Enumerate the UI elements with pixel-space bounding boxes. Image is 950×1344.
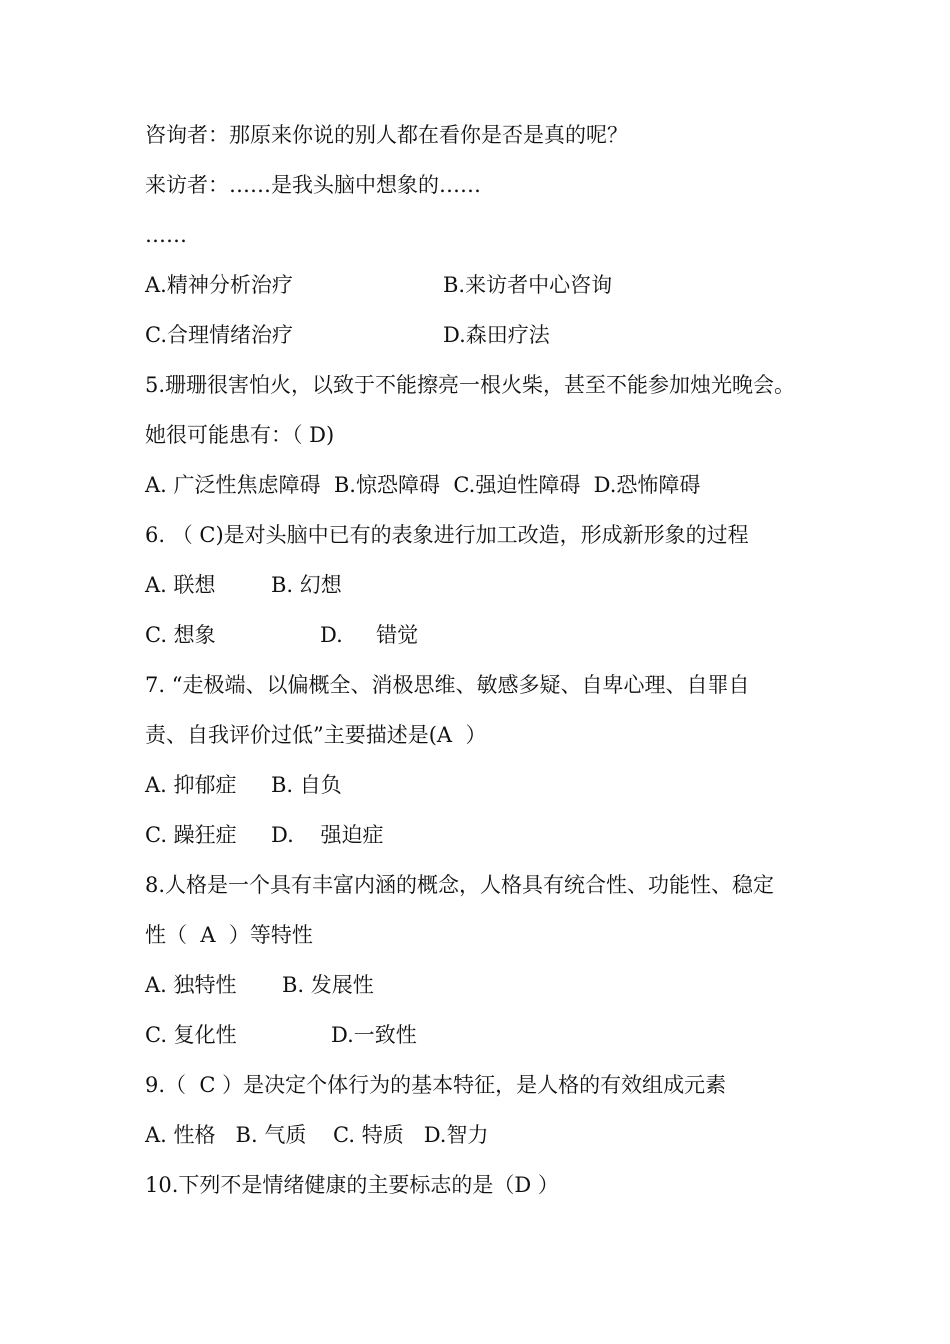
- question-5-options: A. 广泛性焦虑障碍 B.惊恐障碍 C.强迫性障碍 D.恐怖障碍: [145, 473, 701, 497]
- q8-option-b: B. 发展性: [282, 973, 374, 997]
- q6-option-d: D. 错觉: [320, 623, 419, 647]
- dialogue-counselor: 咨询者：那原来你说的别人都在看你是否是真的呢？: [145, 123, 628, 147]
- q7-option-d: D. 强迫症: [271, 823, 384, 847]
- question-8-cont: 性（ A ）等特性: [145, 923, 313, 947]
- question-10: 10.下列不是情绪健康的主要标志的是（D ）: [145, 1173, 559, 1197]
- question-6: 6. （ C)是对头脑中已有的表象进行加工改造，形成新形象的过程: [145, 523, 749, 547]
- dialogue-ellipsis: ……: [145, 223, 187, 247]
- dialogue-client: 来访者：……是我头脑中想象的……: [145, 173, 481, 197]
- q4-option-a: A.精神分析治疗: [145, 273, 293, 297]
- question-5-answer: 她很可能患有：（ D): [145, 423, 335, 447]
- question-7-cont: 责、自我评价过低”主要描述是(A ）: [145, 723, 487, 747]
- q6-option-b: B. 幻想: [271, 573, 342, 597]
- q8-option-c: C. 复化性: [145, 1023, 237, 1047]
- q7-option-c: C. 躁狂症: [145, 823, 237, 847]
- question-5: 5.珊珊很害怕火，以致于不能擦亮一根火柴，甚至不能参加烛光晚会。: [145, 373, 796, 397]
- question-8: 8.人格是一个具有丰富内涵的概念，人格具有统合性、功能性、稳定: [145, 873, 775, 897]
- q7-option-b: B. 自负: [271, 773, 342, 797]
- q6-option-c: C. 想象: [145, 623, 216, 647]
- q8-option-a: A. 独特性: [145, 973, 237, 997]
- question-9-options: A. 性格 B. 气质 C. 特质 D.智力: [145, 1123, 489, 1147]
- q7-option-a: A. 抑郁症: [145, 773, 237, 797]
- question-9: 9.（ C ）是决定个体行为的基本特征，是人格的有效组成元素: [145, 1073, 727, 1097]
- q4-option-d: D.森田疗法: [443, 323, 550, 347]
- q6-option-a: A. 联想: [145, 573, 216, 597]
- q8-option-d: D.一致性: [331, 1023, 417, 1047]
- q4-option-b: B.来访者中心咨询: [443, 273, 613, 297]
- q4-option-c: C.合理情绪治疗: [145, 323, 293, 347]
- question-7: 7. “走极端、以偏概全、消极思维、敏感多疑、自卑心理、自罪自: [145, 673, 750, 697]
